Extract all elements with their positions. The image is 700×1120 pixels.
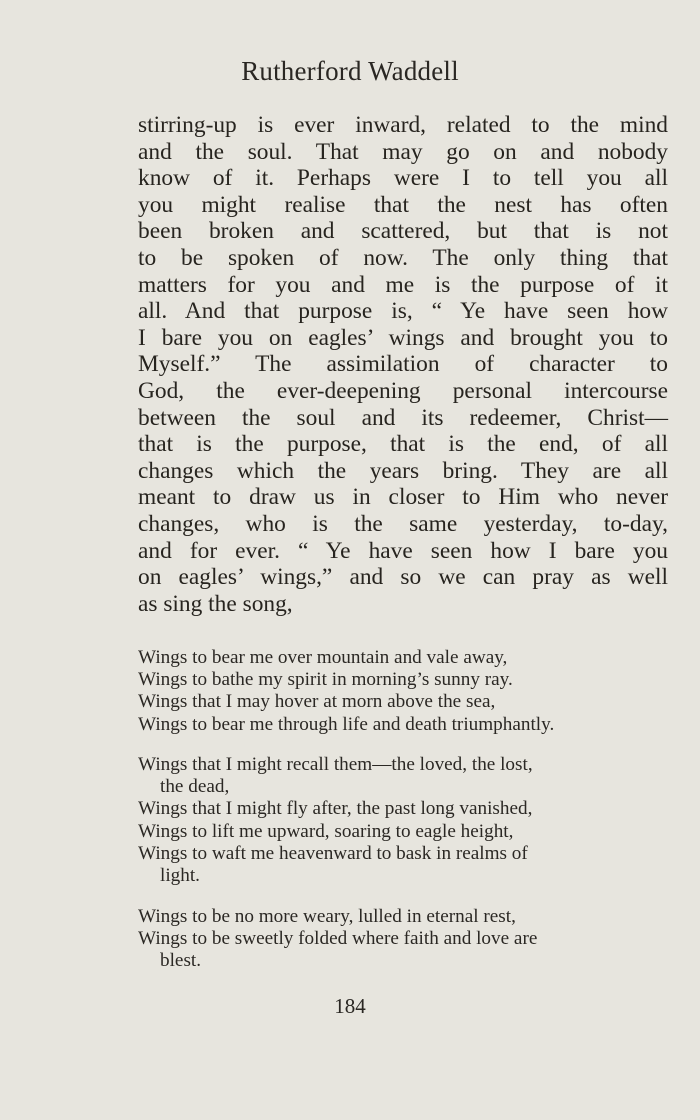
body-line: Myself.” The assimilation of character to bbox=[138, 351, 668, 378]
body-line: on eagles’ wings,” and so we can pray as well bbox=[138, 564, 668, 591]
poem-line: Wings that I may hover at morn above the sea, bbox=[138, 691, 496, 713]
poem-line: Wings to lift me upward, soaring to eagle height, bbox=[138, 820, 514, 842]
body-line: God, the ever-deepening personal intercourse bbox=[138, 377, 668, 404]
poem-line-turnover: blest. bbox=[160, 950, 202, 972]
body-paragraph bbox=[138, 112, 668, 617]
body-line: and for ever. “ Ye have seen how I bare you bbox=[138, 537, 668, 564]
body-line: changes which the years bring. They are all bbox=[138, 457, 668, 484]
poem-line-text: Wings that I might recall them—the loved, the lost, bbox=[138, 754, 533, 775]
poem-stanza-2 bbox=[138, 754, 673, 887]
page-number: 184 bbox=[334, 994, 366, 1018]
body-line: as sing the song, bbox=[138, 590, 293, 617]
body-line: stirring-up is ever inward, related to the mind bbox=[138, 112, 668, 138]
body-line: between the soul and its redeemer, Christ— bbox=[138, 404, 668, 431]
poem-line: Wings to bear me through life and death triumphantly. bbox=[138, 713, 555, 735]
poem-line bbox=[138, 928, 673, 972]
poem-line: Wings to be no more weary, lulled in eternal rest, bbox=[138, 906, 516, 927]
poem-line: Wings to bathe my spirit in morning’s sunny ray. bbox=[138, 669, 513, 691]
poem-line-turnover: light. bbox=[160, 865, 200, 887]
poem-line bbox=[138, 843, 673, 887]
body-line: matters for you and me is the purpose of it bbox=[138, 271, 668, 298]
body-line: been broken and scattered, but that is not bbox=[138, 218, 668, 245]
body-line: changes, who is the same yesterday, to-day, bbox=[138, 510, 668, 537]
body-line: you might realise that the nest has often bbox=[138, 191, 668, 218]
body-line: know of it. Perhaps were I to tell you all bbox=[138, 165, 668, 192]
poem-line: Wings to bear me over mountain and vale away, bbox=[138, 647, 508, 668]
body-line: to be spoken of now. The only thing that bbox=[138, 244, 668, 271]
body-line: that is the purpose, that is the end, of all bbox=[138, 431, 668, 458]
body-line: I bare you on eagles’ wings and brought you to bbox=[138, 324, 668, 351]
poem-line-text: Wings to be sweetly folded where faith and love are bbox=[138, 928, 538, 950]
poem-stanza-3 bbox=[138, 906, 673, 973]
poem-line: Wings that I might fly after, the past long vanished, bbox=[138, 798, 533, 820]
poem-stanza-1 bbox=[138, 647, 673, 736]
body-line: and the soul. That may go on and nobody bbox=[138, 138, 668, 165]
poem-line-turnover: the dead, bbox=[160, 776, 230, 798]
running-head: Rutherford Waddell bbox=[241, 56, 459, 86]
poem-line bbox=[138, 754, 673, 798]
poem-line-text: Wings to waft me heavenward to bask in realms of bbox=[138, 842, 528, 864]
body-line: all. And that purpose is, “ Ye have seen how bbox=[138, 298, 668, 325]
body-line: meant to draw us in closer to Him who never bbox=[138, 484, 668, 511]
